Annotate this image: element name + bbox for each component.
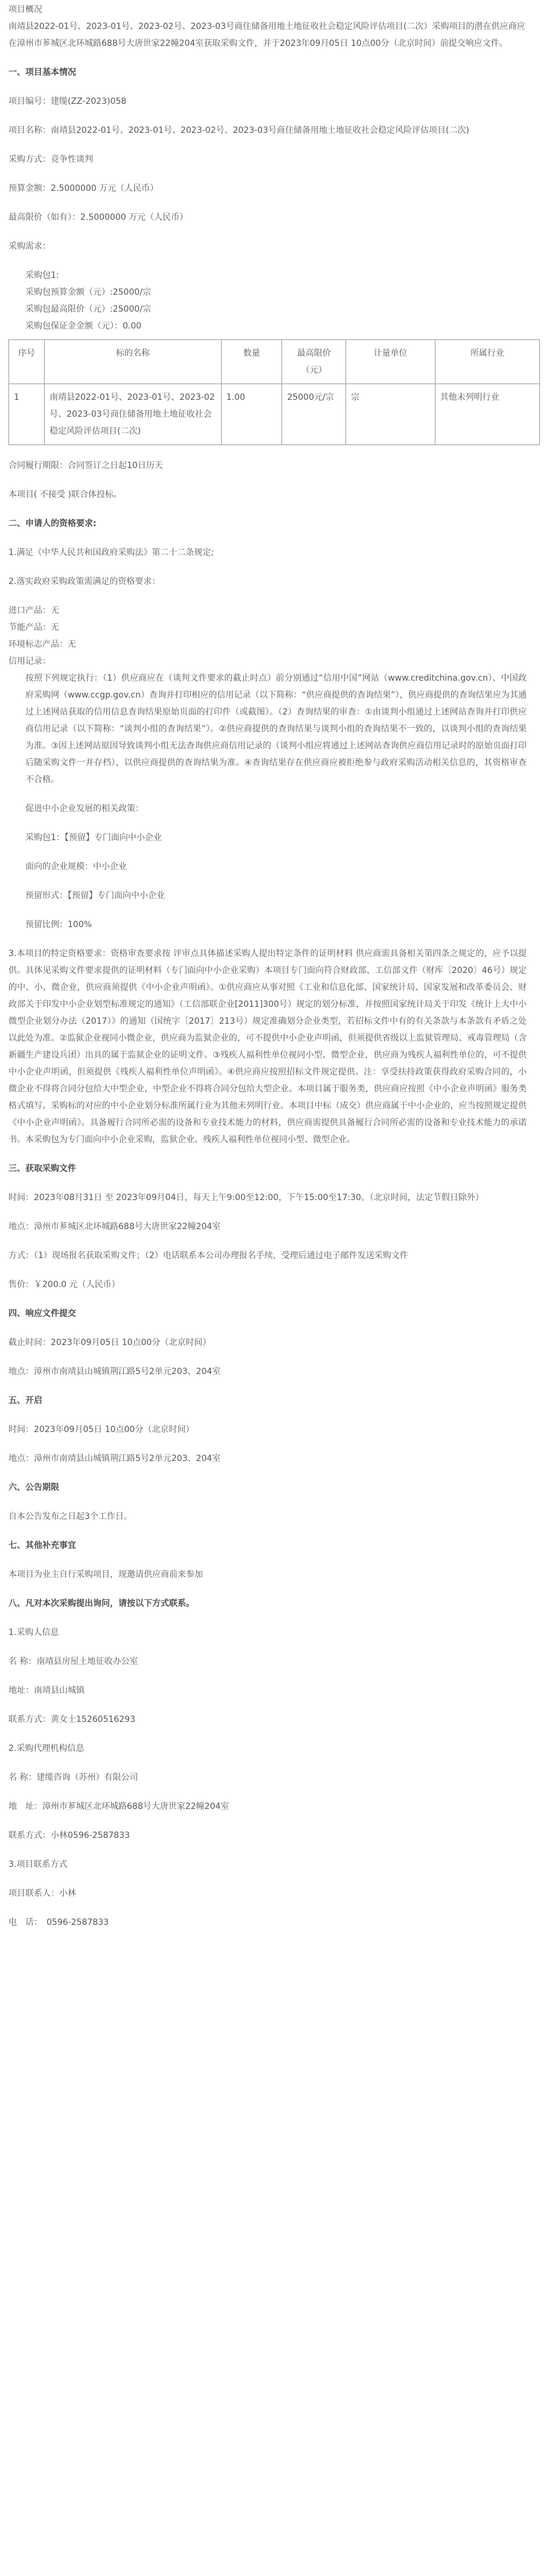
purchaser-address: 地址：南靖县山城镇 <box>8 1686 85 1695</box>
table-cell: 25000元/宗 <box>282 384 346 445</box>
supplementary-note: 本项目为业主自行采购项目，现邀请供应商前来参加 <box>8 1570 203 1579</box>
opening-time: 时间：2023年09月05日 10点00分（北京时间） <box>8 1425 194 1434</box>
energy-products: 节能产品：无 <box>8 623 59 632</box>
project-contact-phone: 电 话： 0596-2587833 <box>8 1918 109 1927</box>
purchaser-name: 名 称：南靖县房屋土地征收办公室 <box>8 1657 138 1666</box>
project-contact-heading: 3.项目联系方式 <box>8 1860 68 1869</box>
table-cell: 1.00 <box>221 384 282 445</box>
sme-ratio: 预留比例：100% <box>25 920 92 930</box>
requirements-label: 采购需求： <box>8 242 51 251</box>
table-header-cell: 序号 <box>9 340 45 384</box>
max-price: 最高限价（如有）：2.5000000 万元（人民币） <box>8 213 188 222</box>
project-contact-person: 项目联系人：小林 <box>8 1889 76 1898</box>
sme-scale: 面向的企业规模：中小企业 <box>25 862 127 872</box>
table-header-row <box>9 340 540 384</box>
items-table <box>8 339 540 445</box>
sme-label: 促进中小企业发展的相关政策： <box>25 804 144 814</box>
section-6-title: 六、公告期限 <box>8 1483 59 1492</box>
obtain-time: 时间：2023年08月31日 至 2023年09月04日，每天上午9:00至12:00，下午15:00至17:30。（北京时间，法定节假日除外） <box>8 1193 484 1203</box>
table-cell: 南靖县2022-01号、2023-01号、2023-02号、2023-03号商住储备用地土地征收社会稳定风险评估项目(二次) <box>45 384 222 445</box>
budget-amount: 预算金额：2.5000000 万元（人民币） <box>8 184 159 193</box>
project-no: 项目编号：建缆(ZZ-2023)058 <box>8 97 127 106</box>
package-info <box>8 267 527 335</box>
agency-heading: 2.采购代理机构信息 <box>8 1744 85 1753</box>
package-max-price: 采购包最高限价（元）:25000/宗 <box>25 304 151 314</box>
submit-location: 地点：漳州市南靖县山城镇荆江路5号2单元203、204室 <box>8 1367 221 1376</box>
table-row <box>9 384 540 445</box>
notice-period: 自本公告发布之日起3个工作日。 <box>8 1512 132 1521</box>
overview-text: 南靖县2022-01号、2023-01号、2023-02号、2023-03号商住储备用地土地征收社会稳定风险评估项目(二次）采购项目的潜在供应商应在漳州市芗城区北环城路688号大唐世家22幢204室获取采购文件，并于2023年09月05日 10点00分（北京时间）前提交响应文件。 <box>8 22 525 48</box>
agency-address: 地 址：漳州市芗城区北环城路688号大唐世家22幢204室 <box>8 1802 229 1811</box>
procurement-method: 采购方式：竞争性谈判 <box>8 155 93 164</box>
section-4-title: 四、响应文件提交 <box>8 1309 76 1319</box>
table-cell: 其他未列明行业 <box>435 384 539 445</box>
table-cell: 宗 <box>346 384 435 445</box>
package-budget: 采购包预算金额（元）:25000/宗 <box>25 287 151 297</box>
table-header-cell: 计量单位 <box>346 340 435 384</box>
project-name: 项目名称：南靖县2022-01号、2023-01号、2023-02号、2023-03号商住储备用地土地征收社会稳定风险评估项目(二次) <box>8 126 469 135</box>
credit-label: 信用记录： <box>8 657 51 666</box>
opening-location: 地点：漳州市南靖县山城镇荆江路5号2单元203、204室 <box>8 1454 221 1463</box>
env-products: 环境标志产品：无 <box>8 640 76 649</box>
package-deposit: 采购包保证金金额（元）：0.00 <box>25 321 142 331</box>
package-name: 采购包1: <box>25 271 59 280</box>
table-header-cell: 最高限价（元） <box>282 340 346 384</box>
sme-package: 采购包1：【预留】专门面向中小企业 <box>25 833 162 843</box>
requirement-3: 3.本项目的特定资格要求：资格审查要求按 评审点具体描述采购人提出特定条件的证明材料 供应商需具备相关第四条之规定的，应予以提供。具体见采购文件要求提供的证明材料（专门面向中小企业采购）本项目专门面向符合财政部、工信部文件（财库〔2020〕46号）规定的中、小、微企业，供应商须提供《中小企业声明函》。①供应商应从事对照《工业和信息化部、国家统计局、国家发展和改革委员会、财政部关于印发中小企业划型标准规定的通知》（工信部联企业[2011]300号）规定的划分标准，并按照国家统计局关于印发《统计上大中小微型企业划分办法（2017）》的通知（国统字〔2017〕213号）规定准确划分企业类型，若招标文件中有的有关条款与本条款有矛盾之处以此处为准。②监狱企业视同小微企业，供应商为监狱企业的，可不提供中小企业声明函，但须提供省级以上监狱管理局、戒毒管理局（含新疆生产建设兵团）出具的属于监狱企业的证明文件。③残疾人福利性单位视同小型、微型企业，供应商为残疾人福利性单位的，可不提供中小企业声明函，但须提供《残疾人福利性单位声明函》。④供应商应按照招标文件规定提供。注：享受扶持政策获得政府采购合同的，小微企业不得将合同分包给大中型企业，中型企业不得将合同分包给大型企业。本项目属于服务类，供应商应按照《中小企业声明函》服务类格式填写。采购标的对应的中小企业划分标准所属行业为其他未列明行业。本项目中标（成交）供应商属于中小企业的，应当按照规定提供《中小企业声明函》。具备履行合同所必需的设备和专业技术能力的材料，供应商需提供具备履行合同所必需的设备和专业技术能力的承诺书。本采购包为专门面向中小企业采购，监狱企业、残疾人福利性单位视同小型、微型企业。 <box>8 949 527 1145</box>
obtain-method: 方式：（1）现场报名获取采购文件；（2）电话联系本公司办理报名手续，受理后通过电子邮件发送采购文件 <box>8 1251 408 1261</box>
section-1-title: 一、项目基本情况 <box>8 68 76 77</box>
purchaser-heading: 1.采购人信息 <box>8 1628 59 1637</box>
agency-name: 名 称：建缆咨询（苏州）有限公司 <box>8 1773 138 1782</box>
section-7-title: 七、其他补充事宜 <box>8 1541 76 1550</box>
requirement-1: 1.满足《中华人民共和国政府采购法》第二十二条规定; <box>8 548 214 557</box>
agency-contact: 联系方式：小林0596-2587833 <box>8 1831 130 1840</box>
section-5-title: 五、开启 <box>8 1396 42 1405</box>
table-cell: 1 <box>9 384 45 445</box>
import-products: 进口产品：无 <box>8 606 59 615</box>
contract-period: 合同履行期限：合同签订之日起10日历天 <box>8 461 163 471</box>
table-header-cell: 所属行业 <box>435 340 539 384</box>
table-header-cell: 数量 <box>221 340 282 384</box>
section-2-title: 二、申请人的资格要求: <box>8 519 97 528</box>
document-price: 售价：￥200.0 元（人民币） <box>8 1280 120 1290</box>
consortium-note: 本项目( 不接受 )联合体投标。 <box>8 490 122 499</box>
requirement-2: 2.落实政府采购政策需满足的资格要求： <box>8 577 161 586</box>
table-header-cell: 标的名称 <box>45 340 222 384</box>
section-8-title: 八、凡对本次采购提出询问，请按以下方式联系。 <box>8 1599 194 1608</box>
section-3-title: 三、获取采购文件 <box>8 1164 76 1174</box>
credit-text: 按照下列规定执行：（1）供应商应在（谈判文件要求的截止时点）前分别通过“信用中国”网站（www.creditchina.gov.cn）、中国政府采购网（www.ccgp.gov.cn）查询并打印相应的信用记录（以下简称：“供应商提供的查询结果”），供应商提供的查询结果应为其通过上述网站获取的信用信息查询结果原始页面的打印件（或截图）。（2）查询结果的审查：①由谈判小组通过上述网站查询并打印供应商信用记录（以下简称：“谈判小组的查询结果”）。②供应商提供的查询结果与谈判小组的查询结果不一致的，以谈判小组的查询结果为准。③因上述网站原因导致谈判小组无法查询供应商信用记录的（谈判小组应将通过上述网站查询供应商信用记录时的原始页面打印后随采购文件一并存档），以供应商提供的查询结果为准。④查询结果存在供应商应被拒绝参与政府采购活动相关信息的，其资格审查不合格。 <box>25 673 527 785</box>
obtain-location: 地点：漳州市芗城区北环城路688号大唐世家22幢204室 <box>8 1222 221 1232</box>
overview-heading: 项目概况 <box>8 5 42 14</box>
purchaser-contact: 联系方式：黄女士15260516293 <box>8 1715 135 1724</box>
sme-form: 预留形式：【预留】专门面向中小企业 <box>25 891 165 901</box>
submit-deadline: 截止时间：2023年09月05日 10点00分（北京时间） <box>8 1338 211 1347</box>
